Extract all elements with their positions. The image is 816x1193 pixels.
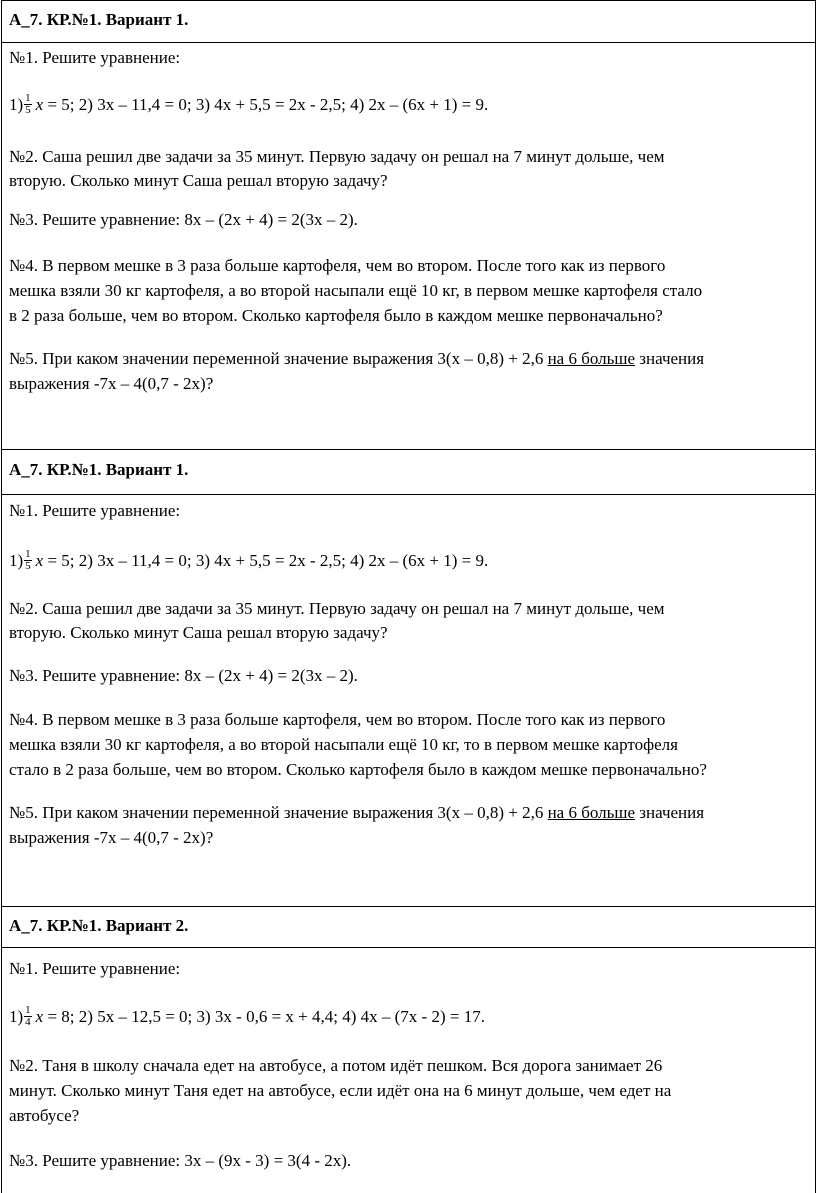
task-5-text-end: значения bbox=[635, 803, 705, 822]
fraction-denominator: 4 bbox=[25, 1015, 31, 1028]
underlined-phrase: на 6 больше bbox=[547, 803, 636, 822]
fraction-numerator: 1 bbox=[25, 91, 31, 104]
table-rule bbox=[1, 0, 816, 1]
equation-rest: = 5; 2) 3х – 11,4 = 0; 3) 4х + 5,5 = 2х - 2,5; 4) 2х – (6х + 1) = 9. bbox=[43, 551, 489, 570]
task-5-text: №5. При каком значении переменной значение выражения 3(х – 0,8) + 2,6 bbox=[9, 349, 548, 368]
variable-x: x bbox=[35, 95, 44, 114]
table-rule bbox=[1, 947, 816, 948]
equation-rest: = 8; 2) 5х – 12,5 = 0; 3) 3х - 0,6 = х + 4,4; 4) 4х – (7х - 2) = 17. bbox=[43, 1007, 485, 1026]
task-4-line-3: стало в 2 раза больше, чем во втором. Сколько картофеля было в каждом мешке первоначально? bbox=[9, 760, 707, 779]
task-5-line-1 bbox=[9, 348, 704, 370]
task-2-line-2: вторую. Сколько минут Саша решал вторую задачу? bbox=[9, 623, 388, 642]
task-2-line-1: №2. Саша решил две задачи за 35 минут. Первую задачу он решал на 7 минут дольше, чем bbox=[9, 147, 665, 166]
fraction-numerator: 1 bbox=[25, 1003, 31, 1016]
task-4-line-1: №4. В первом мешке в 3 раза больше картофеля, чем во втором. После того как из первого bbox=[9, 710, 666, 729]
table-rule bbox=[1, 494, 816, 495]
task-4-line-2: мешка взяли 30 кг картофеля, а во второй насыпали ещё 10 кг, в первом мешке картофеля стало bbox=[9, 281, 703, 300]
task-4-line-1: №4. В первом мешке в 3 раза больше картофеля, чем во втором. После того как из первого bbox=[9, 256, 666, 275]
equation-prefix: 1) bbox=[9, 95, 24, 114]
task-2-line-1: №2. Саша решил две задачи за 35 минут. Первую задачу он решал на 7 минут дольше, чем bbox=[9, 599, 665, 618]
task-5-line-2: выражения -7х – 4(0,7 - 2х)? bbox=[9, 374, 214, 393]
task-3: №3. Решите уравнение: 3х – (9х - 3) = 3(4 - 2х). bbox=[9, 1151, 352, 1170]
table-rule bbox=[1, 906, 816, 907]
task-1-label: №1. Решите уравнение: bbox=[9, 959, 181, 978]
fraction bbox=[24, 1005, 32, 1028]
task-1-label: №1. Решите уравнение: bbox=[9, 48, 181, 67]
task-1-label: №1. Решите уравнение: bbox=[9, 501, 181, 520]
task-2-line-3: автобусе? bbox=[9, 1106, 80, 1125]
task-3: №3. Решите уравнение: 8х – (2х + 4) = 2(3х – 2). bbox=[9, 210, 358, 229]
fraction-denominator: 5 bbox=[25, 559, 31, 572]
fraction-denominator: 5 bbox=[25, 103, 31, 116]
variable-x: x bbox=[35, 1007, 44, 1026]
variable-x: x bbox=[35, 551, 44, 570]
table-rule bbox=[1, 449, 816, 450]
task-4-line-2: мешка взяли 30 кг картофеля, а во второй насыпали ещё 10 кг, то в первом мешке картофеля bbox=[9, 735, 678, 754]
task-5-line-2: выражения -7х – 4(0,7 - 2х)? bbox=[9, 828, 214, 847]
task-5-line-1 bbox=[9, 802, 704, 824]
task-2-line-2: вторую. Сколько минут Саша решал вторую задачу? bbox=[9, 171, 388, 190]
task-2-line-1: №2. Таня в школу сначала едет на автобусе, а потом идёт пешком. Вся дорога занимает 26 bbox=[9, 1056, 663, 1075]
task-3: №3. Решите уравнение: 8х – (2х + 4) = 2(3х – 2). bbox=[9, 666, 358, 685]
task-1-equations bbox=[9, 91, 489, 118]
task-4-line-3: в 2 раза больше, чем во втором. Сколько картофеля было в каждом мешке первоначально? bbox=[9, 306, 663, 325]
fraction-numerator: 1 bbox=[25, 547, 31, 560]
fraction bbox=[24, 549, 32, 572]
variant-title: А_7. КР.№1. Вариант 1. bbox=[9, 460, 189, 479]
equation-prefix: 1) bbox=[9, 551, 24, 570]
variant-title: А_7. КР.№1. Вариант 1. bbox=[9, 10, 189, 29]
equation-prefix: 1) bbox=[9, 1007, 24, 1026]
table-rule bbox=[1, 42, 816, 43]
task-1-equations bbox=[9, 547, 489, 574]
fraction bbox=[24, 93, 32, 116]
task-2-line-2: минут. Сколько минут Таня едет на автобусе, если идёт она на 6 минут дольше, чем едет на bbox=[9, 1081, 672, 1100]
variant-title: А_7. КР.№1. Вариант 2. bbox=[9, 916, 189, 935]
task-5-text-end: значения bbox=[635, 349, 705, 368]
task-1-equations bbox=[9, 1003, 485, 1030]
task-5-text: №5. При каком значении переменной значение выражения 3(х – 0,8) + 2,6 bbox=[9, 803, 548, 822]
equation-rest: = 5; 2) 3х – 11,4 = 0; 3) 4х + 5,5 = 2х - 2,5; 4) 2х – (6х + 1) = 9. bbox=[43, 95, 489, 114]
underlined-phrase: на 6 больше bbox=[547, 349, 636, 368]
